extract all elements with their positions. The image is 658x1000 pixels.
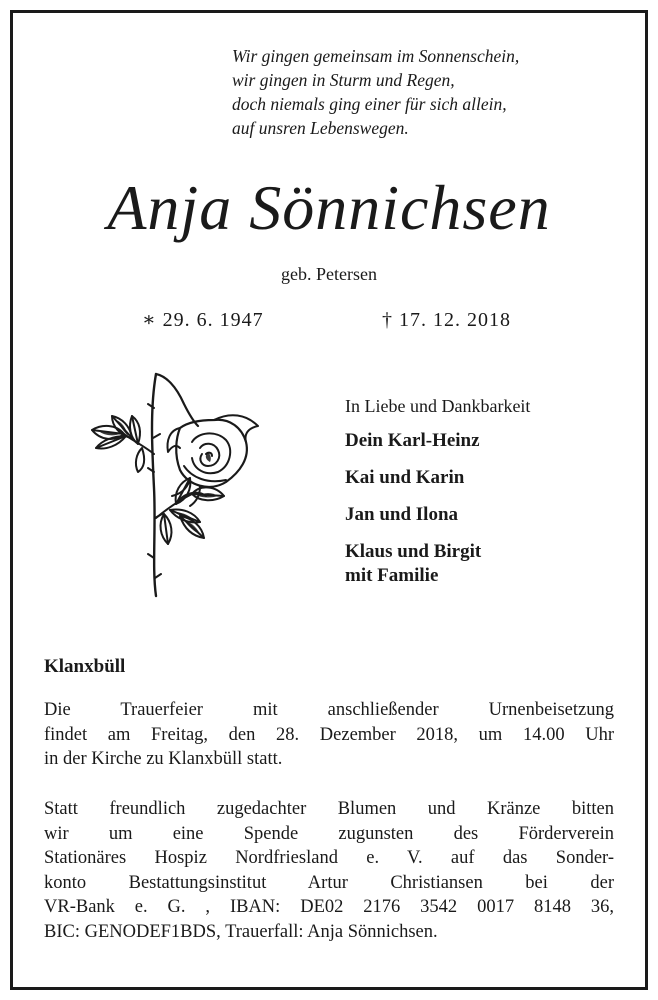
mourner-name: Klaus und Birgit [345, 541, 482, 562]
poem-line: wir gingen in Sturm und Regen, [232, 70, 455, 90]
text-line: konto Bestattungsinstitut Artur Christiansen bei der [44, 872, 614, 893]
text-line: Stationäres Hospiz Nordfriesland e. V. auf das Sonder- [44, 848, 614, 868]
text-line: findet am Freitag, den 28. Dezember 2018, um 14.00 Uhr [44, 724, 614, 745]
rose-icon [80, 368, 270, 600]
mourners-block [345, 394, 635, 588]
deceased-name: Anja Sönnichsen [107, 172, 551, 243]
mourner-name-continued: mit Familie [345, 565, 439, 586]
mourner-name: Kai und Karin [345, 467, 465, 488]
poem [232, 44, 632, 140]
text-line: BIC: GENODEF1BDS, Trauerfall: Anja Sönnichsen. [44, 921, 438, 942]
death-date: † 17. 12. 2018 [382, 309, 511, 331]
birth-date: ∗ 29. 6. 1947 [142, 309, 264, 331]
text-line: VR-Bank e. G. , IBAN: DE02 2176 3542 0017 8148 36, [44, 897, 614, 917]
text-line: Statt freundlich zugedachter Blumen und Kränze bitten [44, 799, 614, 819]
funeral-info [44, 698, 614, 772]
donation-info [44, 797, 614, 944]
mourners-intro: In Liebe und Dankbarkeit [345, 396, 531, 416]
poem-line: Wir gingen gemeinsam im Sonnenschein, [232, 46, 520, 66]
mourner-name: Dein Karl-Heinz [345, 430, 480, 451]
poem-line: doch niemals ging einer für sich allein, [232, 94, 507, 114]
text-line: wir um eine Spende zugunsten des Förderverein [44, 823, 614, 844]
text-line: in der Kirche zu Klanxbüll statt. [44, 749, 283, 769]
text-line: Die Trauerfeier mit anschließender Urnenbeisetzung [44, 700, 614, 720]
maiden-name: geb. Petersen [281, 264, 377, 284]
mourner-name: Jan und Ilona [345, 504, 459, 525]
place-heading: Klanxbüll [44, 656, 126, 677]
poem-line: auf unsren Lebenswegen. [232, 118, 409, 138]
